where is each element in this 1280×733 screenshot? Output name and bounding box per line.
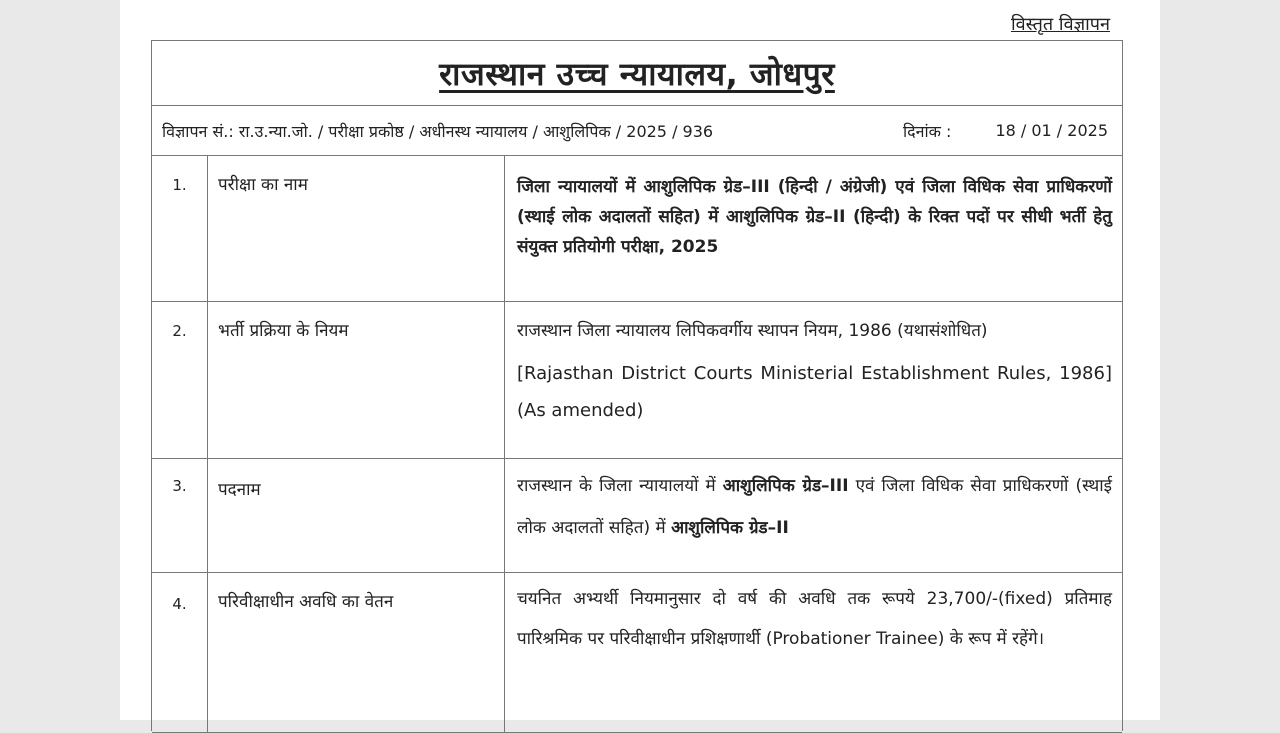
rules-amended-note: (As amended) [517, 399, 644, 421]
date-value: 18 / 01 / 2025 [995, 121, 1108, 140]
title-row [152, 41, 1122, 106]
table-row [152, 572, 1122, 732]
row-number: 2. [152, 301, 208, 458]
designation-text: एवं जिला विधिक सेवा प्राधिकरणों (स्थाई लोक अदालतों सहित) में [517, 475, 1113, 538]
row-number: 4. [152, 572, 208, 732]
table-row [152, 156, 1122, 301]
details-table [152, 156, 1122, 733]
row-number: 3. [152, 458, 208, 572]
row-label: परिवीक्षाधीन अवधि का वेतन [208, 572, 505, 732]
reference-line [152, 106, 1122, 156]
notice-page [120, 0, 1160, 720]
row-number: 1. [152, 156, 208, 301]
advertisement-number: विज्ञापन सं.: रा.उ.न्या.जो. / परीक्षा प्रकोष्ठ / अधीनस्थ न्यायालय / आशुलिपिक / 2025 / 936 [162, 121, 714, 141]
notice-frame [151, 40, 1123, 731]
designation-grade-3: आशुलिपिक ग्रेड–III [722, 475, 849, 496]
designation-value [505, 458, 1123, 572]
probation-salary-value: चयनित अभ्यर्थी नियमानुसार दो वर्ष की अवधि तक रूपये 23,700/-(fixed) प्रतिमाह पारिश्रमिक पर परिवीक्षाधीन प्रशिक्षणार्थी (Probationer Trainee) के रूप में रहेंगे। [505, 572, 1123, 732]
rules-english: [Rajasthan District Courts Ministerial Establishment Rules, 1986] [517, 362, 1112, 384]
rules-hindi: राजस्थान जिला न्यायालय लिपिकवर्गीय स्थापन नियम, 1986 (यथासंशोधित) [517, 320, 988, 341]
recruitment-rules-value [505, 301, 1123, 458]
designation-text: राजस्थान के जिला न्यायालयों में [517, 475, 716, 496]
row-label: पदनाम [208, 458, 505, 572]
page-title: राजस्थान उच्च न्यायालय, जोधपुर [439, 54, 835, 93]
designation-grade-2: आशुलिपिक ग्रेड–II [671, 517, 789, 538]
exam-name-value: जिला न्यायालयों में आशुलिपिक ग्रेड–III (हिन्दी / अंग्रेजी) एवं जिला विधिक सेवा प्राधिकरणों (स्थाई लोक अदालतों सहित) में आशुलिपिक ग्रेड–II (हिन्दी) के रिक्त पदों पर सीधी भर्ती हेतु संयुक्त प्रतियोगी परीक्षा, 2025 [505, 156, 1123, 301]
date-label: दिनांक : [903, 121, 952, 141]
table-row [152, 458, 1122, 572]
row-label: भर्ती प्रक्रिया के नियम [208, 301, 505, 458]
table-row [152, 301, 1122, 458]
detailed-advertisement-label: विस्तृत विज्ञापन [1011, 14, 1110, 35]
row-label: परीक्षा का नाम [208, 156, 505, 301]
